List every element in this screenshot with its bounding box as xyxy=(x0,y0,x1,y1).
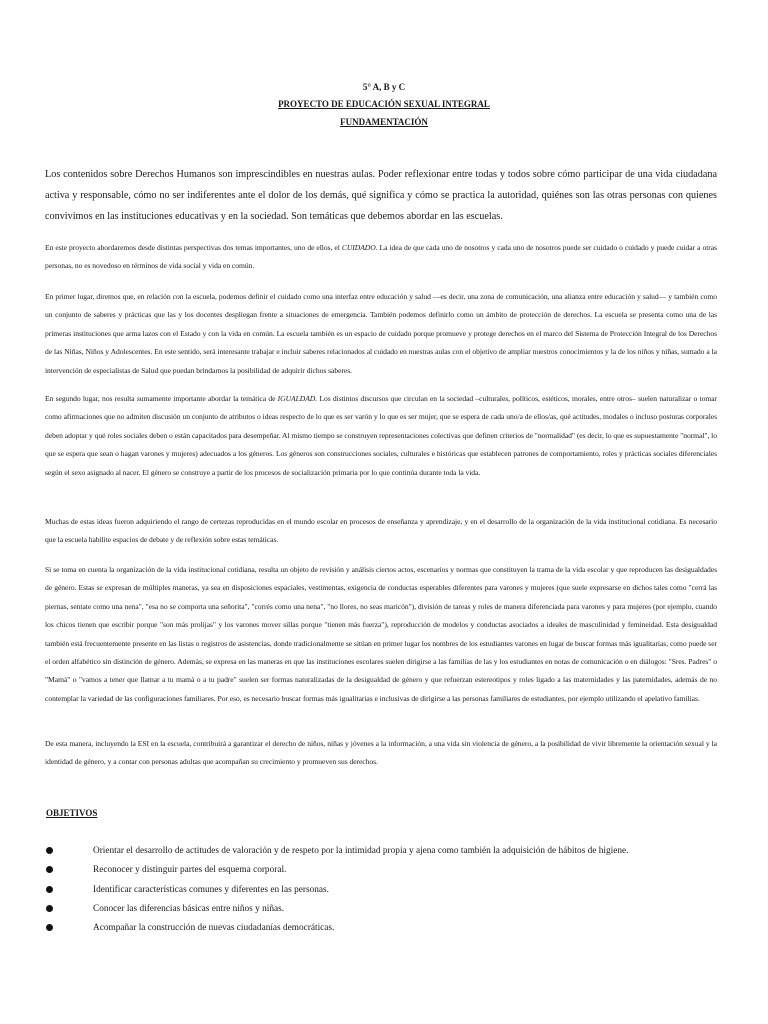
paragraph-primer-lugar: En primer lugar, diremos que, en relación con la escuela, podemos definir el cuidado como una interfaz entre educación y salud —es decir, una zona de comunicación, una alianza entre educación y salud— y también como un conjunto de saberes y prácticas que las y los docentes despliegan frente a situaciones de emergencia. También podemos definirlo como un ámbito de protección de derechos. La escuela se presenta como una de las primeras instituciones que arma lazos con el Estado y con la vida en común. La escuela también es un espacio de cuidado porque promueve y protege derechos en el marco del Sistema de Protección Integral de los Derechos de las Niñas, Niños y Adolescentes. En este sentido, será interesante trabajar e incluir saberes relacionados al cuidado en nuestras aulas con el objetivo de ampliar nuestros conocimientos y la de los niños y niñas, sumado a la intervención de especialistas de Salud que puedan brindarnos la posibilidad de adquirir dichos saberes. xyxy=(45,292,717,375)
bullet-icon xyxy=(46,905,53,912)
objective-text: Reconocer y distinguir partes del esquema corporal. xyxy=(93,865,287,876)
paragraph-vida-institucional: Si se toma en cuenta la organización de la vida institucional cotidiana, resulta un objeto de revisión y análisis ciertos actos, escenarios y normas que constituyen la trama de la vida escolar y que reproducen las desigualdades de género. Estas se expresan de múltiples maneras, ya sea en disposiciones espaciales, vestimentas, exigencia de conductas esperables diferentes para varones y mujeres (que suele expresarse en dichos tales como "cerrá las piernas, sentate como una nena", "esa no se comporta una señorita", "corrés como una nena", "no llores, no seas maricón"), división de tareas y roles de manera diferenciada para varones y para mujeres (por ejemplo, cuando los chicos tienen que escribir porque "son más prolijas" y los varones mover sillas porque "tienen más fuerza"), reproducción de modelos y conductas asociados a ideales de masculinidad y femineidad. Esta desigualdad también está frecuentemente presente en las listas o registros de asistencias, donde tradicionalmente se sitúan en primer lugar los nombres de los estudiantes varones en lugar de buscar formas más igualitarias, como puede ser el orden alfabético sin distinción de género. Además, se expresa en las maneras en que las instituciones escolares suelen dirigirse a las familias de las y los estudiantes en notas de comunicación o en diálogos: "Sres. Padres" o "Mamá" o "vamos a tener que llamar a tu mamá o a tu padre" suelen ser formas naturalizadas de la desigualdad de género y que refuerzan estereotipos y roles ligado a las maternidades y las paternidades, además de no contemplar la variedad de las configuraciones familiares. Por eso, es necesario buscar formas más igualitarias e inclusivas de dirigirse a las personas familiares de estudiantes, por ejemplo utilizando el apelativo familias. xyxy=(45,565,717,703)
paragraph-certezas: Muchas de estas ideas fueron adquiriendo el rango de certezas reproducidas en el mundo escolar en procesos de enseñanza y aprendizaje, y en el desarrollo de la organización de la vida institucional cotidiana. Es necesario que la escuela habilite espacios de debate y de reflexión sobre estas temáticas. xyxy=(45,517,717,545)
paragraph-igualdad-end: Los distintos discursos que circulan en la sociedad –culturales, políticos, estéticos, morales, entre otros– suelen naturalizar o tomar como afirmaciones que no admiten discusión un conjunto de atributos o ideas respecto de lo que es ser varón y lo que es ser mujer, que se espera de cada uno/a de ellos/as, qué actitudes, modales o incluso posturas corporales deben adoptar y qué roles sociales deben o están capacitados para desempeñar. Al mismo tiempo se construyen representaciones colectivas que definen criterios de "normalidad" (es decir, lo que es supuestamente "normal", lo que se espera que sean o hagan varones y mujeres) adecuados a los géneros. Los géneros son construcciones sociales, culturales e históricas que establecen patrones de comportamiento, roles y prácticas sociales diferenciales según el sexo asignado al nacer. El género se construye a partir de los procesos de socialización primaria por lo que continúa durante toda la vida. xyxy=(45,394,717,477)
objective-item xyxy=(0,881,768,900)
igualdad-emphasis: IGUALDAD. xyxy=(277,394,318,403)
bullet-icon xyxy=(46,866,53,873)
project-title: PROYECTO DE EDUCACIÓN SEXUAL INTEGRAL xyxy=(278,99,490,109)
paragraph-cuidado-end: La idea de que cada uno de nosotros y cada uno de nosotros puede ser cuidado o cuidado y puede cuidar a otras personas, no es novedoso en términos de vida social y vida en común. xyxy=(45,243,717,271)
objectives-list xyxy=(0,842,768,938)
paragraph-cuidado-start: En este proyecto abordaremos desde distintas perspectivas dos temas importantes, uno de ellos, el xyxy=(45,243,342,252)
paragraph-cuidado xyxy=(45,239,717,276)
objective-text: Conocer las diferencias básicas entre niños y niñas. xyxy=(93,903,285,914)
objective-text: Orientar el desarrollo de actitudes de valoración y de respeto por la intimidad propia y ajena como también la adquisición de hábitos de higiene. xyxy=(93,846,629,856)
section-title: FUNDAMENTACIÓN xyxy=(340,117,428,127)
bullet-icon xyxy=(46,886,53,893)
objective-text: Identificar características comunes y diferentes en las personas. xyxy=(93,884,329,895)
grade-heading: 5° A, B y C xyxy=(362,82,406,92)
objective-item xyxy=(0,900,768,919)
objective-item xyxy=(0,919,768,938)
objective-text: Acompañar la construcción de nuevas ciudadanías democráticas. xyxy=(93,923,335,934)
objective-item xyxy=(0,861,768,880)
paragraph-conclusion: De esta manera, incluyendo la ESI en la escuela, contribuirá a garantizar el derecho de niños, niñas y jóvenes a la información, a una vida sin violencia de género, a la posibilidad de vivir libremente la orientación sexual y la identidad de género, y a contar con personas adultas que acompañan su crecimiento y promueven sus derechos. xyxy=(45,739,717,767)
paragraph-igualdad xyxy=(45,390,717,482)
bullet-icon xyxy=(46,847,53,854)
paragraph-igualdad-start: En segundo lugar, nos resulta sumamente importante abordar la temática de xyxy=(45,394,278,403)
paragraph-intro: Los contenidos sobre Derechos Humanos son imprescindibles en nuestras aulas. Poder reflexionar entre todas y todos sobre cómo participar de una vida ciudadana activa y responsable, cómo no ser indiferentes ante el dolor de los demás, qué significa y cómo se practica la autoridad, quiénes son las otras personas con quienes convivimos en las instituciones educativas y en la sociedad. Son temáticas que debemos abordar en las escuelas. xyxy=(45,169,717,222)
objective-item xyxy=(0,842,768,861)
bullet-icon xyxy=(46,924,53,931)
cuidado-emphasis: CUIDADO. xyxy=(341,243,378,252)
objectives-title: OBJETIVOS xyxy=(46,808,98,818)
